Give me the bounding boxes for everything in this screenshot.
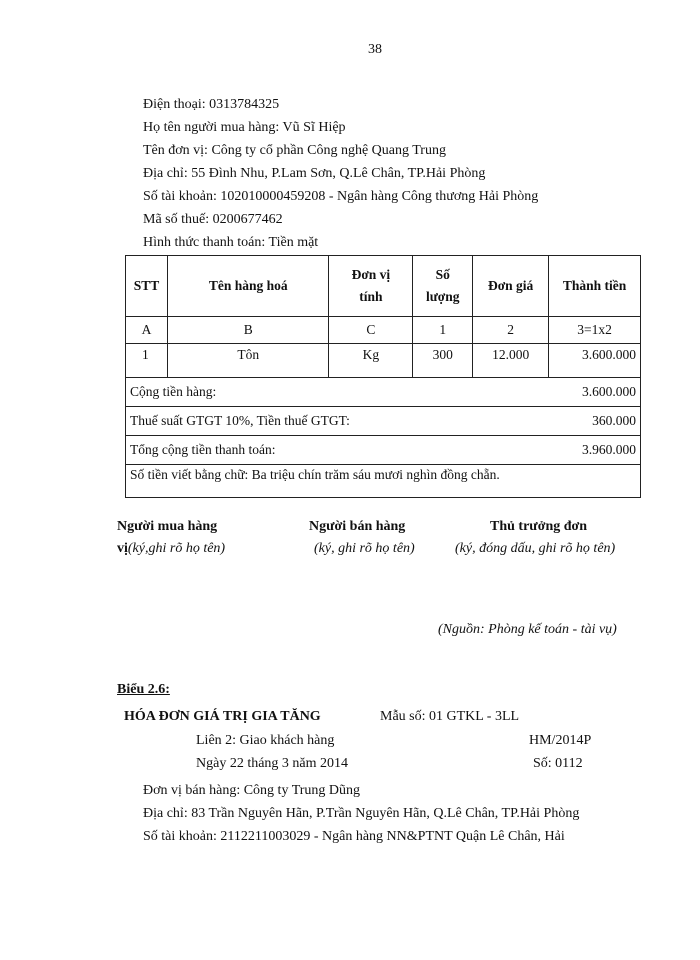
- buyer-account: Số tài khoản: 102010000459208 - Ngân hàng Công thương Hải Phòng: [143, 189, 539, 204]
- amount-in-words-row: [126, 465, 641, 498]
- buyer-name: Họ tên người mua hàng: Vũ Sĩ Hiệp: [143, 120, 346, 135]
- col-header-stt: STT: [126, 256, 168, 317]
- invoice-date: Ngày 22 tháng 3 năm 2014: [196, 756, 349, 771]
- seller-address: Địa chỉ: 83 Trần Nguyên Hãn, P.Trần Nguyên Hãn, Q.Lê Chân, TP.Hải Phòng: [143, 806, 580, 821]
- subtotal-value: 3.600.000: [582, 384, 636, 399]
- section-label: Biểu 2.6:: [117, 682, 170, 697]
- invoice-table: [125, 255, 641, 498]
- total-label: Tổng cộng tiền thanh toán:: [130, 442, 276, 457]
- buyer-note: (ký,ghi rõ họ tên): [127, 541, 226, 556]
- item-qty: 300: [413, 344, 473, 378]
- col-header-unit: [329, 256, 413, 317]
- code-cell: 2: [473, 317, 549, 344]
- col-header-qty-line2: lượng: [425, 289, 460, 304]
- col-header-unit-line2: tính: [359, 289, 383, 304]
- subtotal-label: Cộng tiền hàng:: [130, 384, 217, 399]
- code-cell: C: [329, 317, 413, 344]
- code-cell: B: [167, 317, 329, 344]
- buyer-company: Tên đơn vị: Công ty cổ phần Công nghệ Quang Trung: [143, 143, 446, 158]
- total-row: [126, 436, 641, 465]
- table-header-row: [126, 256, 641, 317]
- payment-method: Hình thức thanh toán: Tiền mặt: [143, 235, 319, 250]
- col-header-qty: [413, 256, 473, 317]
- seller-signature-note: (ký, ghi rõ họ tên): [314, 541, 415, 556]
- item-name: Tôn: [167, 344, 329, 378]
- code-cell: 1: [413, 317, 473, 344]
- buyer-signature-note: [117, 541, 225, 557]
- table-code-row: [126, 317, 641, 344]
- page-number: 38: [368, 42, 382, 57]
- code-cell: 3=1x2: [549, 317, 641, 344]
- col-header-unit-line1: Đơn vị: [351, 267, 391, 282]
- buyer-phone: Điện thoại: 0313784325: [143, 97, 280, 112]
- total-value: 3.960.000: [582, 442, 636, 457]
- col-header-qty-line1: Số: [435, 267, 450, 282]
- source-note: (Nguồn: Phòng kế toán - tài vụ): [438, 622, 617, 637]
- invoice-number: Số: 0112: [533, 756, 583, 771]
- vat-label: Thuế suất GTGT 10%, Tiền thuế GTGT:: [130, 413, 350, 428]
- col-header-amount: Thành tiền: [549, 256, 641, 317]
- item-unit: Kg: [329, 344, 413, 378]
- invoice-copy: Liên 2: Giao khách hàng: [196, 733, 335, 748]
- vat-row: [126, 407, 641, 436]
- amount-in-words: Số tiền viết bằng chữ: Ba triệu chín trăm sáu mươi nghìn đồng chẵn.: [126, 465, 641, 498]
- item-amount: 3.600.000: [549, 344, 641, 378]
- invoice-title: HÓA ĐƠN GIÁ TRỊ GIA TĂNG: [124, 709, 321, 724]
- col-header-price: Đơn giá: [473, 256, 549, 317]
- head-signature-title: Thủ trưởng đơn: [490, 519, 588, 534]
- table-row: [126, 344, 641, 378]
- subtotal-row: [126, 378, 641, 407]
- seller-name: Đơn vị bán hàng: Công ty Trung Dũng: [143, 783, 361, 798]
- buyer-address: Địa chỉ: 55 Đình Nhu, P.Lam Sơn, Q.Lê Chân, TP.Hải Phòng: [143, 166, 486, 181]
- seller-signature-title: Người bán hàng: [309, 519, 406, 534]
- buyer-note-prefix: vị: [117, 541, 128, 556]
- head-signature-note: (ký, đóng dấu, ghi rõ họ tên): [455, 541, 616, 556]
- code-cell: A: [126, 317, 168, 344]
- invoice-form-number: Mẫu số: 01 GTKL - 3LL: [380, 709, 520, 724]
- item-price: 12.000: [473, 344, 549, 378]
- buyer-signature-title: Người mua hàng: [117, 519, 218, 534]
- seller-account: Số tài khoản: 2112211003029 - Ngân hàng NN&PTNT Quận Lê Chân, Hải: [143, 829, 565, 844]
- col-header-item: Tên hàng hoá: [167, 256, 329, 317]
- vat-value: 360.000: [592, 413, 636, 428]
- invoice-series: HM/2014P: [529, 733, 592, 748]
- buyer-tax-code: Mã số thuế: 0200677462: [143, 212, 283, 227]
- item-stt: 1: [126, 344, 168, 378]
